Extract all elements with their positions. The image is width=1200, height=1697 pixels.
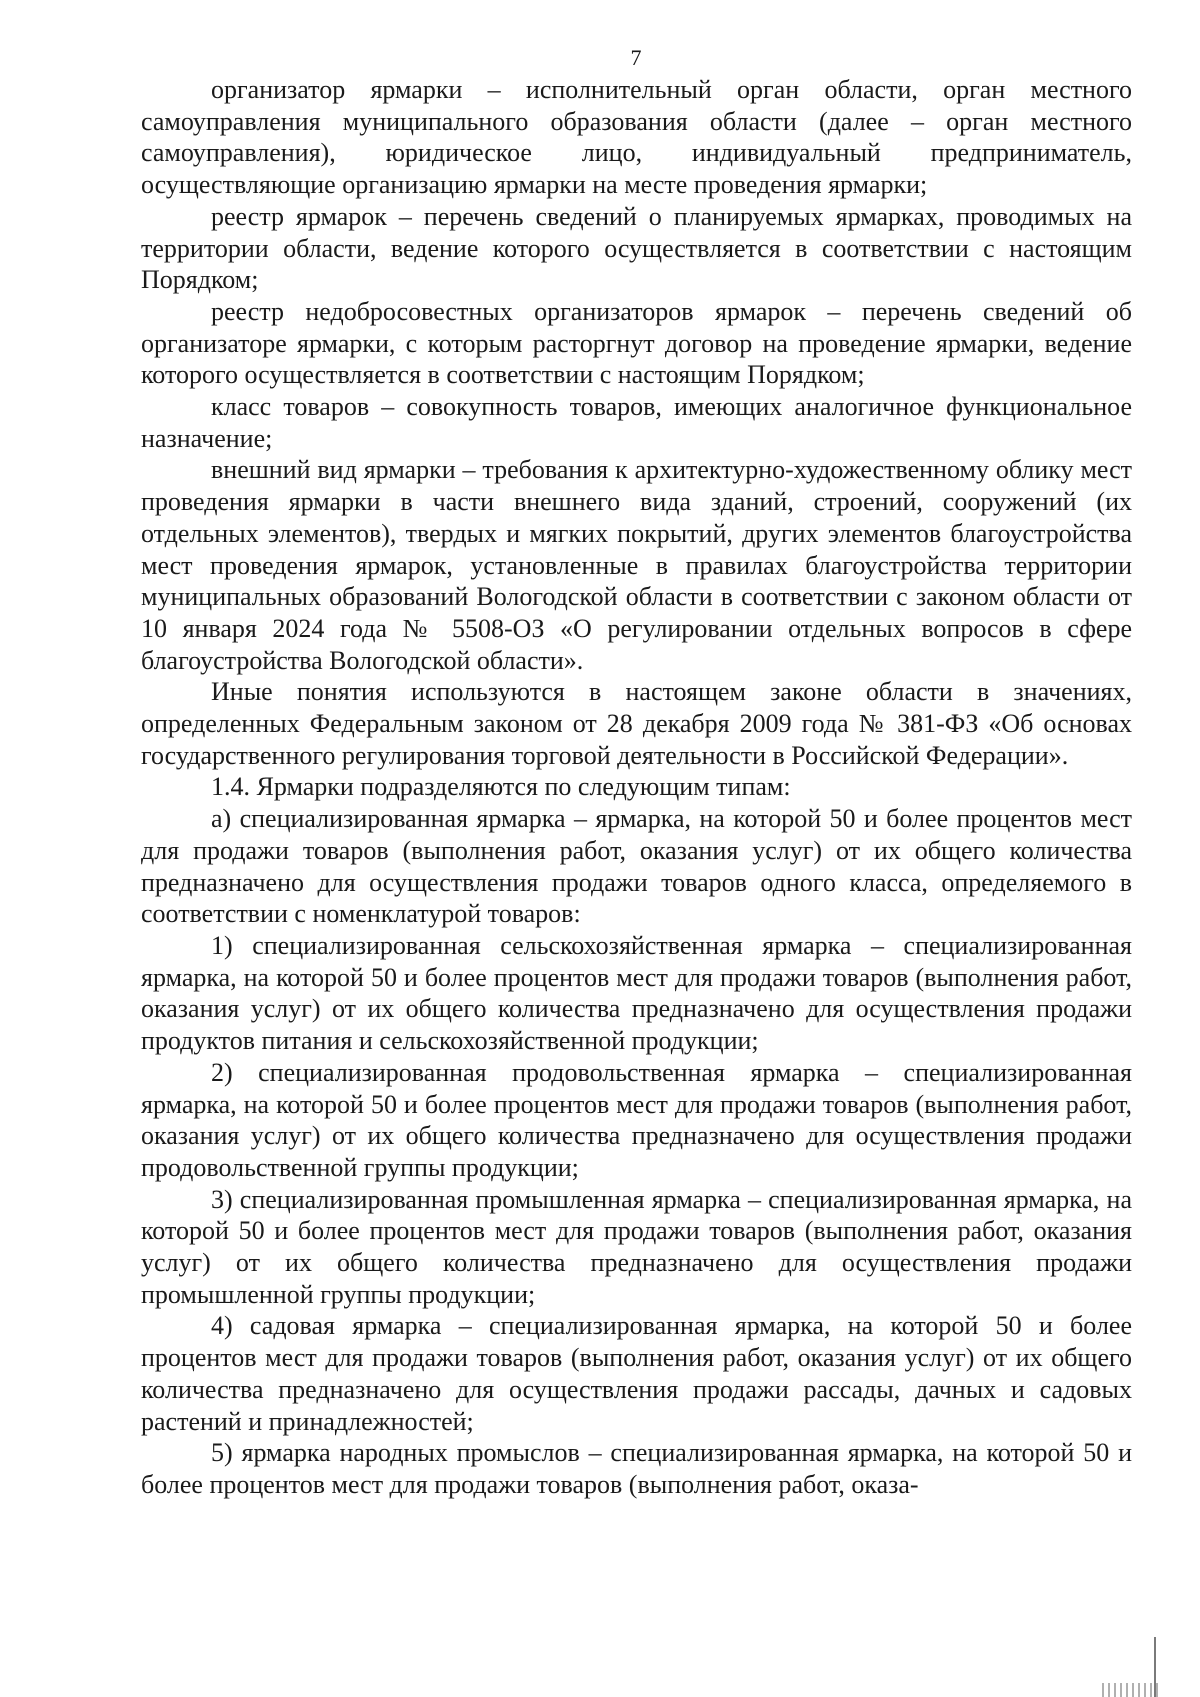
paragraph-organizer-definition: организатор ярмарки – исполнительный орган области, орган местного самоуправления муниципального образования области (далее – орган местного самоуправления), юридическое лицо, индивидуальный предприниматель, осуществляющие организацию ярмарки на месте проведения ярмарки; bbox=[141, 75, 1132, 200]
list-item-industrial-fair: 3) специализированная промышленная ярмарка – специализированная ярмарка, на которой 50 и более процентов мест для продажи товаров (выполнения работ, оказания услуг) от их общего количества предназначено для осуществления продажи промышленной группы продукции; bbox=[141, 1184, 1132, 1309]
paragraph-specialized-fair: а) специализированная ярмарка – ярмарка, на которой 50 и более процентов мест для продажи товаров (выполнения работ, оказания услуг) от их общего количества предназначено для осуществления продажи товаров одного класса, определяемого в соответствии с номенклатурой товаров: bbox=[141, 804, 1132, 929]
list-item-food-fair: 2) специализированная продовольственная ярмарка – специализированная ярмарка, на которой 50 и более процентов мест для продажи товаров (выполнения работ, оказания услуг) от их общего количества предназначено для осуществления продажи продовольственной группы продукции; bbox=[141, 1057, 1132, 1182]
scan-barcode-mark bbox=[1102, 1683, 1162, 1697]
paragraph-unfair-organizers-registry: реестр недобросовестных организаторов ярмарок – перечень сведений об организаторе ярмарки, с которым расторгнут договор на проведение ярмарки, ведение которого осуществляется в соответствии с настоящим Порядком; bbox=[141, 296, 1132, 390]
list-item-agricultural-fair: 1) специализированная сельскохозяйственная ярмарка – специализированная ярмарка, на которой 50 и более процентов мест для продажи товаров (выполнения работ, оказания услуг) от их общего количества предназначено для осуществления продажи продуктов питания и сельскохозяйственной продукции; bbox=[141, 930, 1132, 1056]
document-body bbox=[141, 74, 1132, 1501]
list-item-folk-crafts-fair: 5) ярмарка народных промыслов – специализированная ярмарка, на которой 50 и более процентов мест для продажи товаров (выполнения работ, оказа- bbox=[141, 1438, 1132, 1499]
paragraph-other-concepts: Иные понятия используются в настоящем законе области в значениях, определенных Федеральным законом от 28 декабря 2009 года № 381-ФЗ «Об основах государственного регулирования торговой деятельности в Российской Федерации». bbox=[141, 677, 1132, 770]
paragraph-fair-appearance: внешний вид ярмарки – требования к архитектурно-художественному облику мест проведения ярмарки в части внешнего вида зданий, строений, сооружений (их отдельных элементов), твердых и мягких покрытий, других элементов благоустройства мест проведения ярмарок, установленные в правилах благоустройства территории муниципальных образований Вологодской области в соответствии с законом области от 10 января 2024 года № 5508-ОЗ «О регулировании отдельных вопросов в сфере благоустройства Вологодской области». bbox=[141, 455, 1132, 675]
paragraph-fair-types-heading: 1.4. Ярмарки подразделяются по следующим типам: bbox=[211, 772, 791, 802]
list-item-garden-fair: 4) садовая ярмарка – специализированная ярмарка, на которой 50 и более процентов мест для продажи товаров (выполнения работ, оказания услуг) от их общего количества предназначено для осуществления продажи рассады, дачных и садовых растений и принадлежностей; bbox=[141, 1311, 1132, 1436]
paragraph-goods-class: класс товаров – совокупность товаров, имеющих аналогичное функциональное назначение; bbox=[141, 392, 1132, 453]
page-number: 7 bbox=[630, 45, 642, 70]
paragraph-fair-registry: реестр ярмарок – перечень сведений о планируемых ярмарках, проводимых на территории области, ведение которого осуществляется в соответствии с настоящим Порядком; bbox=[141, 201, 1132, 295]
